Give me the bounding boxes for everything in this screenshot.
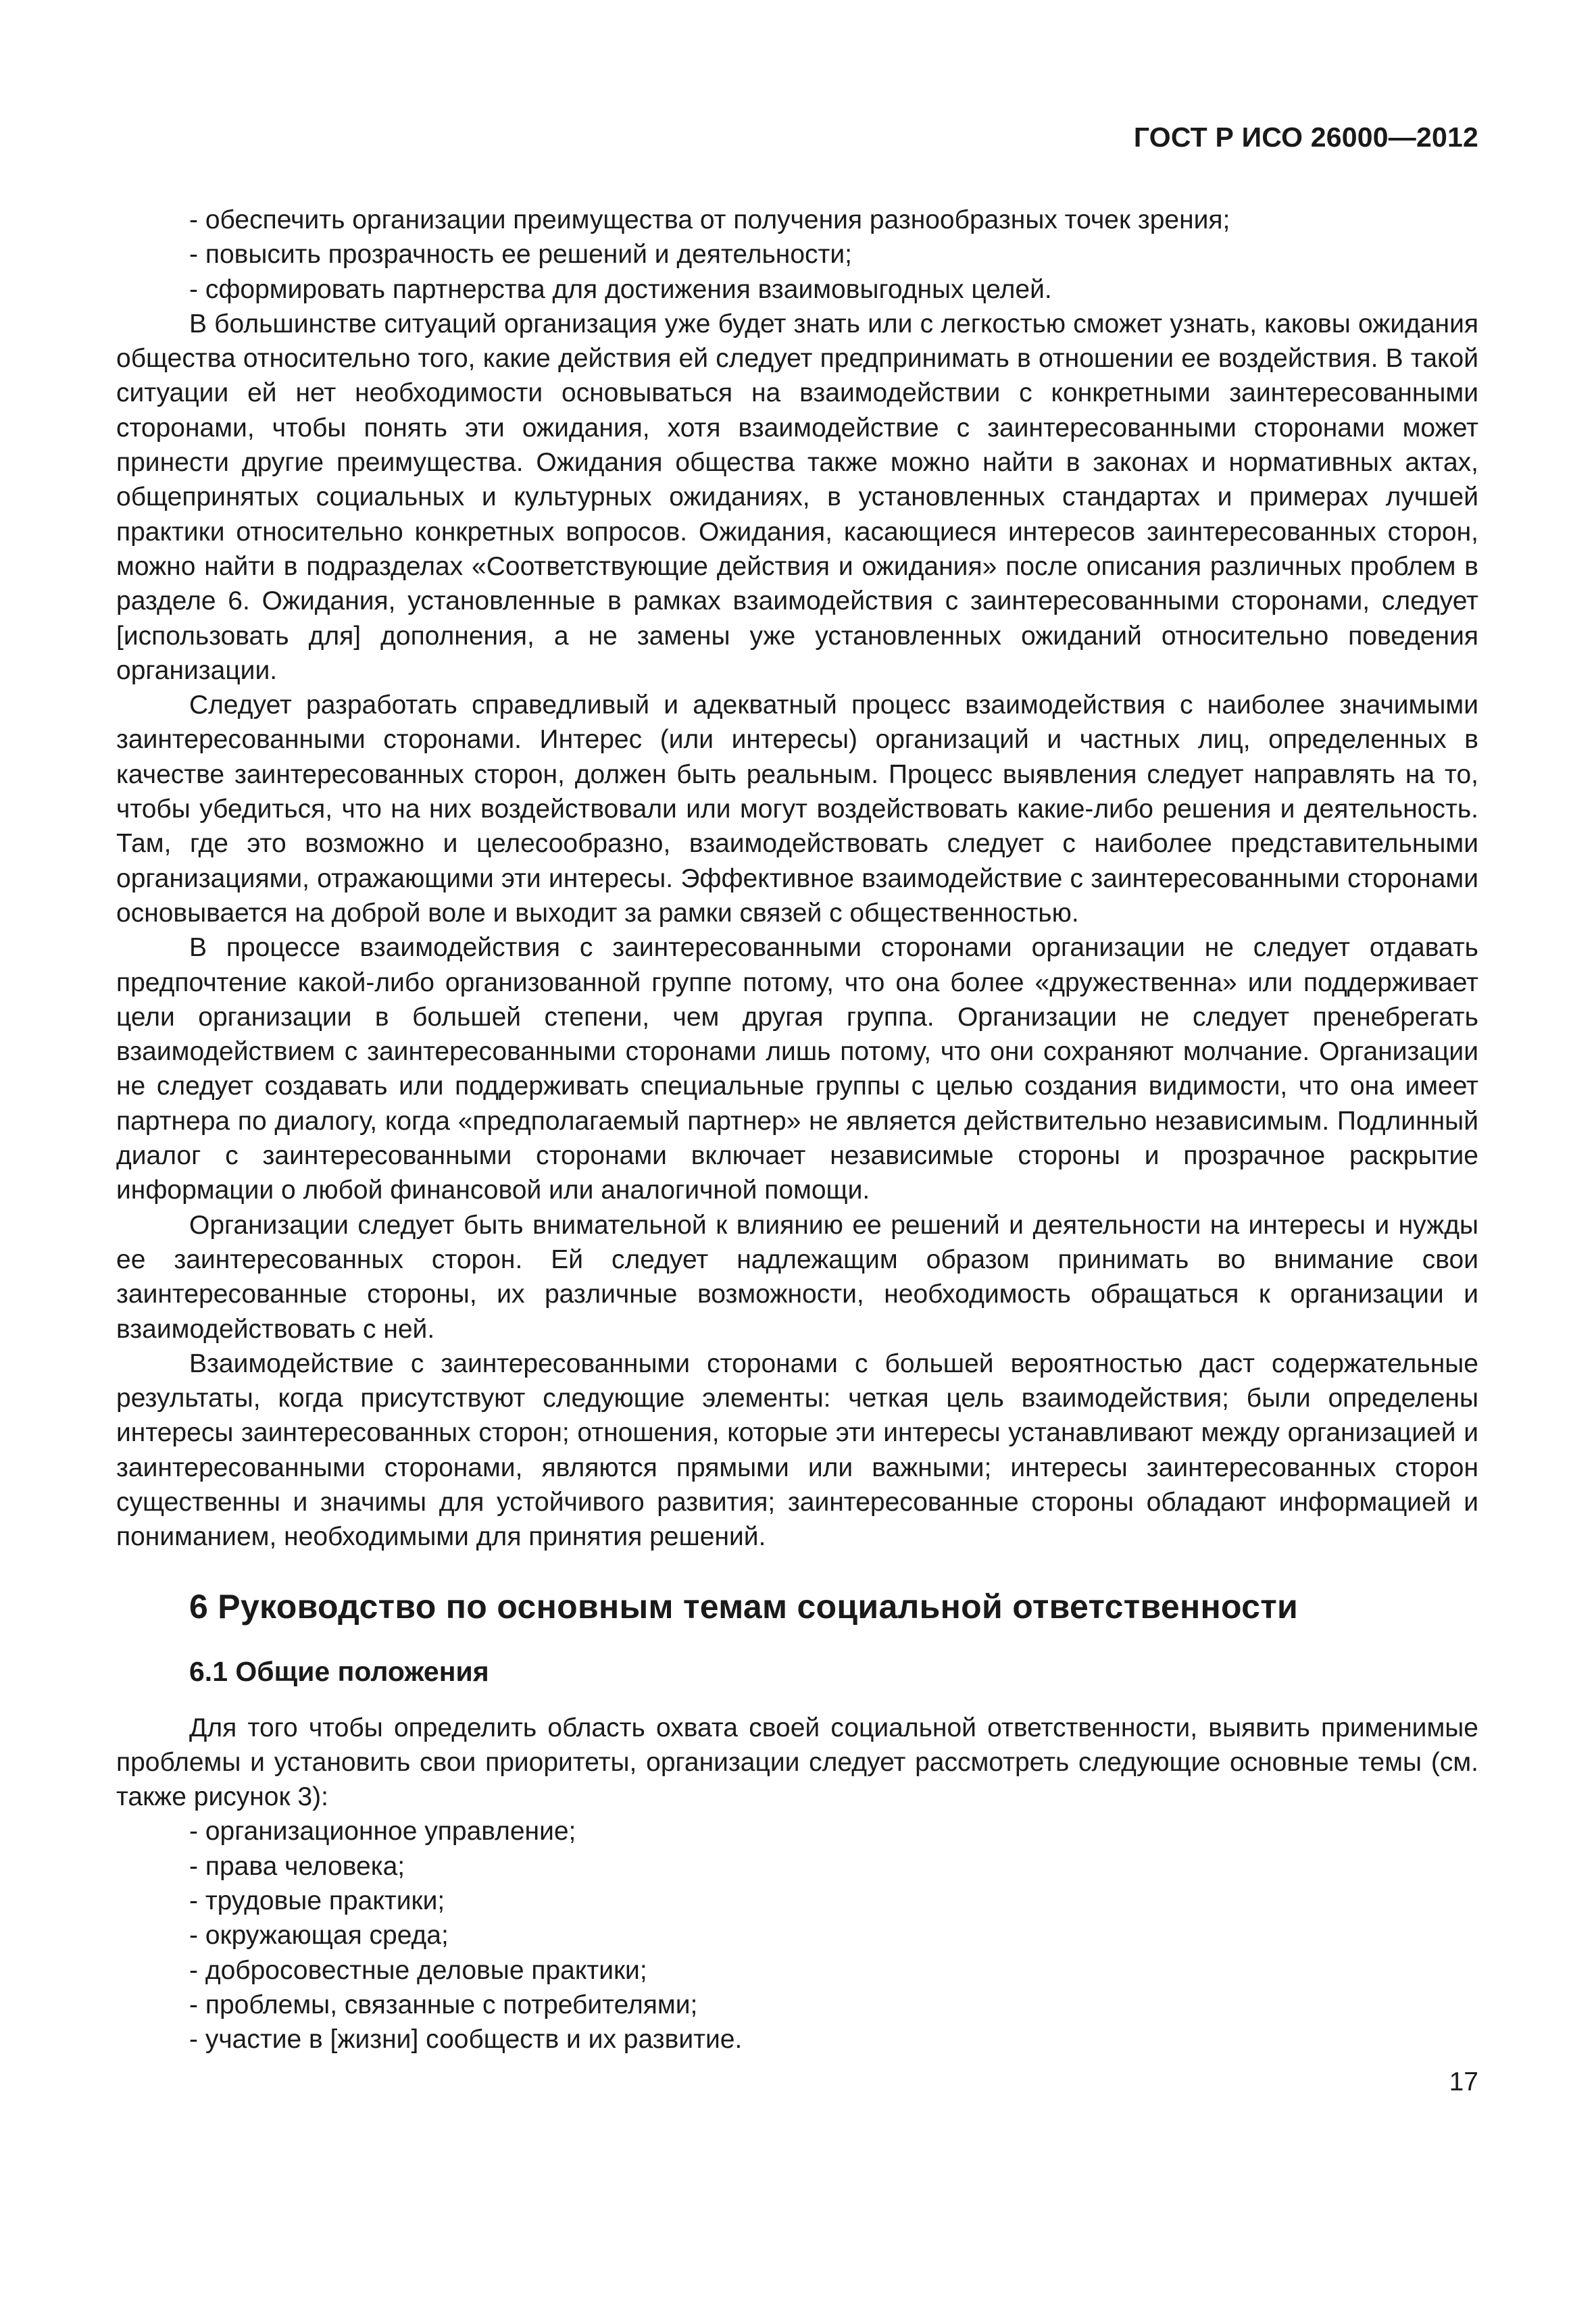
- page-content: [116, 203, 1478, 2057]
- list-item: - повысить прозрачность ее решений и деятельности;: [189, 240, 853, 270]
- body-paragraph: Взаимодействие с заинтересованными сторонами с большей вероятностью даст содержательные результаты, когда присутствуют следующие элементы: четкая цель взаимодействия; были определены интересы заинтересованных сторон; отношения, которые эти интересы устанавливают между организацией и заинтересованными сторонами, являются прямыми или важными; интересы заинтересованных сторон существенны и значимы для устойчивого развития; заинтересованные стороны обладают информацией и пониманием, необходимыми для принятия решений.: [116, 1349, 1478, 1552]
- subsection-heading: 6.1 Общие положения: [189, 1655, 489, 1687]
- body-paragraph: В процессе взаимодействия с заинтересованными сторонами организации не следует отдавать предпочтение какой-либо организованной группе потому, что она более «дружественна» или поддерживает цели организации в большей степени, чем другая группа. Организации не следует пренебрегать взаимодействием с заинтересованными сторонами лишь потому, что они сохраняют молчание. Организации не следует создавать или поддерживать специальные группы с целью создания видимости, что она имеет партнера по диалогу, когда «предполагаемый партнер» не является действительно независимым. Подлинный диалог с заинтересованными сторонами включает независимые стороны и прозрачное раскрытие информации о любой финансовой или аналогичной помощи.: [116, 933, 1478, 1205]
- page-number: 17: [1449, 2067, 1478, 2096]
- section-intro-paragraph: Для того чтобы определить область охвата своей социальной ответственности, выявить применимые проблемы и установить свои приоритеты, организации следует рассмотреть следующие основные темы (см. также рисунок 3):: [116, 1713, 1478, 1812]
- body-paragraph: Следует разработать справедливый и адекватный процесс взаимодействия с наиболее значимыми заинтересованными сторонами. Интерес (или интересы) организаций и частных лиц, определенных в качестве заинтересованных сторон, должен быть реальным. Процесс выявления следует направлять на то, чтобы убедиться, что на них воздействовали или могут воздействовать какие-либо решения и деятельность. Там, где это возможно и целесообразно, взаимодействовать следует с наиболее представительными организациями, отражающими эти интересы. Эффективное взаимодействие с заинтересованными сторонами основывается на доброй воле и выходит за рамки связей с общественностью.: [116, 690, 1478, 928]
- topic-list-item: - добросовестные деловые практики;: [189, 1955, 647, 1985]
- topic-list-item: - проблемы, связанные с потребителями;: [189, 1990, 698, 2019]
- standard-header: ГОСТ Р ИСО 26000—2012: [1133, 122, 1478, 153]
- topic-list-item: - права человека;: [189, 1851, 405, 1881]
- body-paragraph: В большинстве ситуаций организация уже будет знать или с легкостью сможет узнать, каковы ожидания общества относительно того, какие действия ей следует предпринимать в отношении ее воздействия. В такой ситуации ей нет необходимости основываться на взаимодействии с конкретными заинтересованными сторонами, чтобы понять эти ожидания, хотя взаимодействие с заинтересованными сторонами может принести другие преимущества. Ожидания общества также можно найти в законах и нормативных актах, общепринятых социальных и культурных ожиданиях, в установленных стандартах и примерах лучшей практики относительно конкретных вопросов. Ожидания, касающиеся интересов заинтересованных сторон, можно найти в подразделах «Соответствующие действия и ожидания» после описания различных проблем в разделе 6. Ожидания, установленные в рамках взаимодействия с заинтересованными сторонами, следует [использовать для] дополнения, а не замены уже установленных ожиданий относительно поведения организации.: [116, 309, 1478, 685]
- list-item: - обеспечить организации преимущества от получения разнообразных точек зрения;: [189, 205, 1230, 234]
- body-paragraph: Организации следует быть внимательной к влиянию ее решений и деятельности на интересы и нужды ее заинтересованных сторон. Ей следует надлежащим образом принимать во внимание свои заинтересованные стороны, их различные возможности, необходимость обращаться к организации и взаимодействовать с ней.: [116, 1210, 1478, 1344]
- topic-list-item: - участие в [жизни] сообществ и их развитие.: [189, 2025, 743, 2055]
- list-item: - сформировать партнерства для достижения взаимовыгодных целей.: [189, 274, 1052, 304]
- topic-list-item: - организационное управление;: [189, 1817, 576, 1846]
- section-heading: 6 Руководство по основным темам социальной ответственности: [189, 1587, 1299, 1626]
- topic-list-item: - трудовые практики;: [189, 1886, 445, 1916]
- topic-list-item: - окружающая среда;: [189, 1921, 449, 1951]
